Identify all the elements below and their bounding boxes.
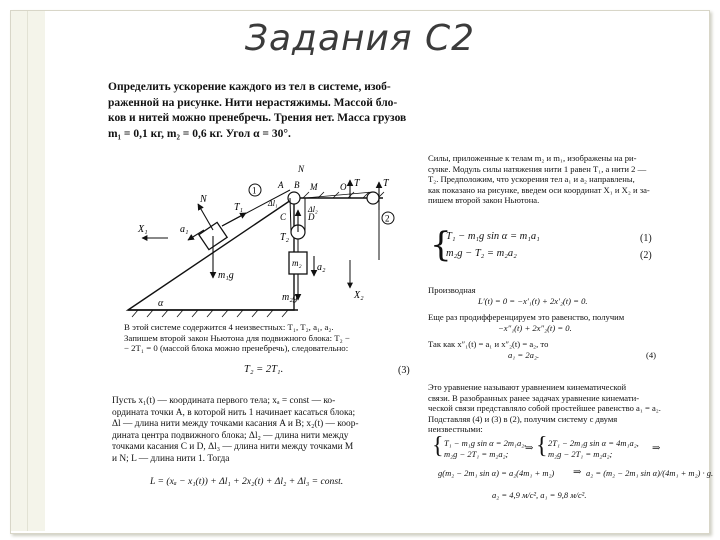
- label-t2: T₂: [280, 232, 290, 243]
- unknowns-line: В этой системе содержится 4 неизвестных: T₁, T₂, a₁, a₂.: [124, 322, 334, 332]
- pulley-top-right: [367, 192, 379, 204]
- kinematic-line: связи. В разобранных ранее задачах уравнение кинемати-: [428, 392, 640, 403]
- coordinates-line: точками касания C и D, Δl₃ — длина нити между точками M: [112, 442, 354, 453]
- coordinates-text: [112, 396, 359, 466]
- label-n: N: [200, 194, 207, 205]
- eq-number-1: (1): [640, 233, 652, 244]
- label-point-c: C: [280, 212, 287, 222]
- label-a2: a₂: [317, 262, 326, 273]
- coordinates-line: ордината точки A, в которой нить 1 начинает касаться блока;: [112, 407, 356, 418]
- label-block-2: 2: [385, 213, 390, 224]
- kinematic-result: a₁ = 2a₂.: [508, 349, 540, 360]
- numeric-answer: a₂ = 4,9 м/с², a₁ = 9,8 м/с².: [492, 490, 587, 500]
- kinematic-line: неизвестными:: [428, 424, 483, 435]
- label-block-1: 1: [252, 185, 257, 196]
- eq-number-2: (2): [640, 250, 652, 261]
- system-brace-1: {: [430, 225, 452, 265]
- system2-left-1: T₁ − m₁g sin α = 2m₁a₂,: [444, 438, 527, 448]
- mechanics-figure: [118, 160, 418, 340]
- label-a1: a₁: [180, 224, 189, 235]
- derivative-intro: Производная: [428, 285, 476, 295]
- label-m1g: m₁g: [218, 270, 234, 281]
- ground-hatching: [128, 310, 298, 317]
- solution-intro-line: пишем второй закон Ньютона.: [428, 195, 540, 206]
- derivative-section: [428, 285, 657, 361]
- problem-line: Определить ускорение каждого из тел в системе, изоб-: [108, 81, 391, 93]
- derivative-again: Еще раз продифференцируем это равенство, получим: [428, 312, 625, 323]
- label-point-m: M: [310, 182, 318, 192]
- derivative-since: Так как x″₁(t) = a₁ и x″₂(t) = a₂, то: [428, 339, 549, 350]
- problem-line: m₁ = 0,1 кг, m₂ = 0,6 кг. Угол α = 30°.: [108, 127, 291, 140]
- newton-eq-2: m₂g − T₂ = m₂a₂: [446, 248, 517, 259]
- kinematic-text: [428, 382, 661, 435]
- system-brace-2: {: [432, 433, 444, 459]
- unknowns-text: [124, 322, 350, 354]
- label-t-right: T: [354, 178, 360, 189]
- final-equation-right: a₂ = (m₂ − 2m₁ sin α)/(4m₁ + m₂) · g.: [586, 468, 714, 478]
- label-alpha: α: [158, 298, 164, 309]
- newton-eq-1: T₁ − m₁g sin α = m₁a₁: [446, 231, 540, 242]
- system2-right-2: m₂g − 2T₁ = m₂a₂;: [548, 449, 613, 459]
- system2-right-1: 2T₁ − 2m₁g sin α = 4m₁a₂,: [548, 438, 639, 448]
- system2-left-2: m₂g − 2T₁ = m₂a₂;: [444, 449, 509, 459]
- unknowns-line: Запишем второй закон Ньютона для подвижного блока: T₂ −: [124, 332, 350, 343]
- t1-vector: [222, 213, 246, 226]
- coordinates-line: Δl — длина нити между точками касания A и B; x₂(t) — коор-: [112, 419, 359, 430]
- kinematic-line: Подставляя (4) и (3) в (2), получим систему с двумя: [428, 413, 618, 424]
- label-point-n: N: [298, 164, 305, 174]
- unknowns-line: − 2T₁ = 0 (массой блока можно пренебречь), следовательно:: [124, 343, 349, 354]
- eq-number-3: (3): [398, 365, 410, 376]
- label-t1-left: T₁: [234, 202, 244, 213]
- left-decorative-band: [11, 11, 45, 531]
- implies-arrow-3: ⇒: [573, 467, 582, 478]
- label-m2g: m₂g: [282, 292, 298, 303]
- solution-intro-line: как показано на рисунке, введем оси координат X₁ и X₂ и за-: [428, 184, 650, 195]
- second-derivative-formula: −x″₁(t) + 2x″₂(t) = 0.: [498, 322, 572, 333]
- kinematic-line: Это уравнение называют уравнением кинематической: [428, 382, 627, 392]
- label-point-o: O: [340, 182, 347, 192]
- coordinates-line: Пусть x₁(t) — координата первого тела; xₐ = const — ко-: [112, 396, 336, 406]
- slide-title: Задания С2: [244, 18, 476, 59]
- solution-intro-line: сунке. Модуль силы натяжения нити 1 равен T₁, а нити 2 —: [428, 163, 647, 174]
- problem-statement: [108, 80, 468, 142]
- tension-relation: T₂ = 2T₁.: [244, 364, 284, 375]
- label-point-a: A: [278, 180, 284, 190]
- label-x1: X₁: [138, 224, 148, 235]
- implies-arrow-2: ⇒: [652, 443, 661, 454]
- implies-arrow-1: ⇒: [525, 443, 534, 454]
- label-point-b: B: [294, 180, 300, 190]
- solution-intro-line: T₂. Предположим, что ускорения тел a₁ и a₂ направлены,: [428, 174, 635, 185]
- left-band-line: [27, 11, 28, 531]
- eq-number-4: (4): [646, 349, 657, 360]
- derivative-formula: L′(t) = 0 = −x′₁(t) + 2x′₂(t) = 0.: [478, 295, 588, 306]
- incline-plane: [128, 198, 294, 310]
- label-x2: X₂: [354, 290, 364, 301]
- system-brace-3: {: [536, 433, 548, 459]
- solution-intro: [428, 153, 650, 206]
- n-vector: [198, 204, 213, 230]
- problem-line: ков и нитей можно пренебречь. Трения нет. Масса грузов: [108, 112, 407, 124]
- coordinates-line: и N; L — длина нити 1. Тогда: [112, 453, 230, 464]
- label-m2: m₂: [292, 258, 302, 268]
- final-equation-left: g(m₂ − 2m₁ sin α) = a₂(4m₁ + m₂): [438, 468, 555, 478]
- kinematic-line: ческой связи представляло собой простейшее равенство a₁ = a₂.: [428, 403, 661, 414]
- coordinates-line: дината центра подвижного блока; Δl₂ — длина нити между: [112, 430, 349, 441]
- solution-intro-line: Силы, приложенные к телам m₂ и m₁, изображены на ри-: [428, 153, 637, 163]
- label-t-right2: T: [383, 178, 389, 189]
- label-delta1: Δl₁: [268, 199, 278, 208]
- label-point-d: D: [308, 212, 315, 222]
- label-delta2: Δl₂: [308, 205, 318, 214]
- problem-line: раженной на рисунке. Нити нерастяжимы. Массой бло-: [108, 96, 398, 109]
- rope-length-equation: L = (xₐ − x₁(t)) + Δl₁ + 2x₂(t) + Δl₂ + Δl₃ = const.: [150, 476, 344, 487]
- rope-top: [305, 192, 373, 198]
- kinematic-result-row: [428, 349, 657, 361]
